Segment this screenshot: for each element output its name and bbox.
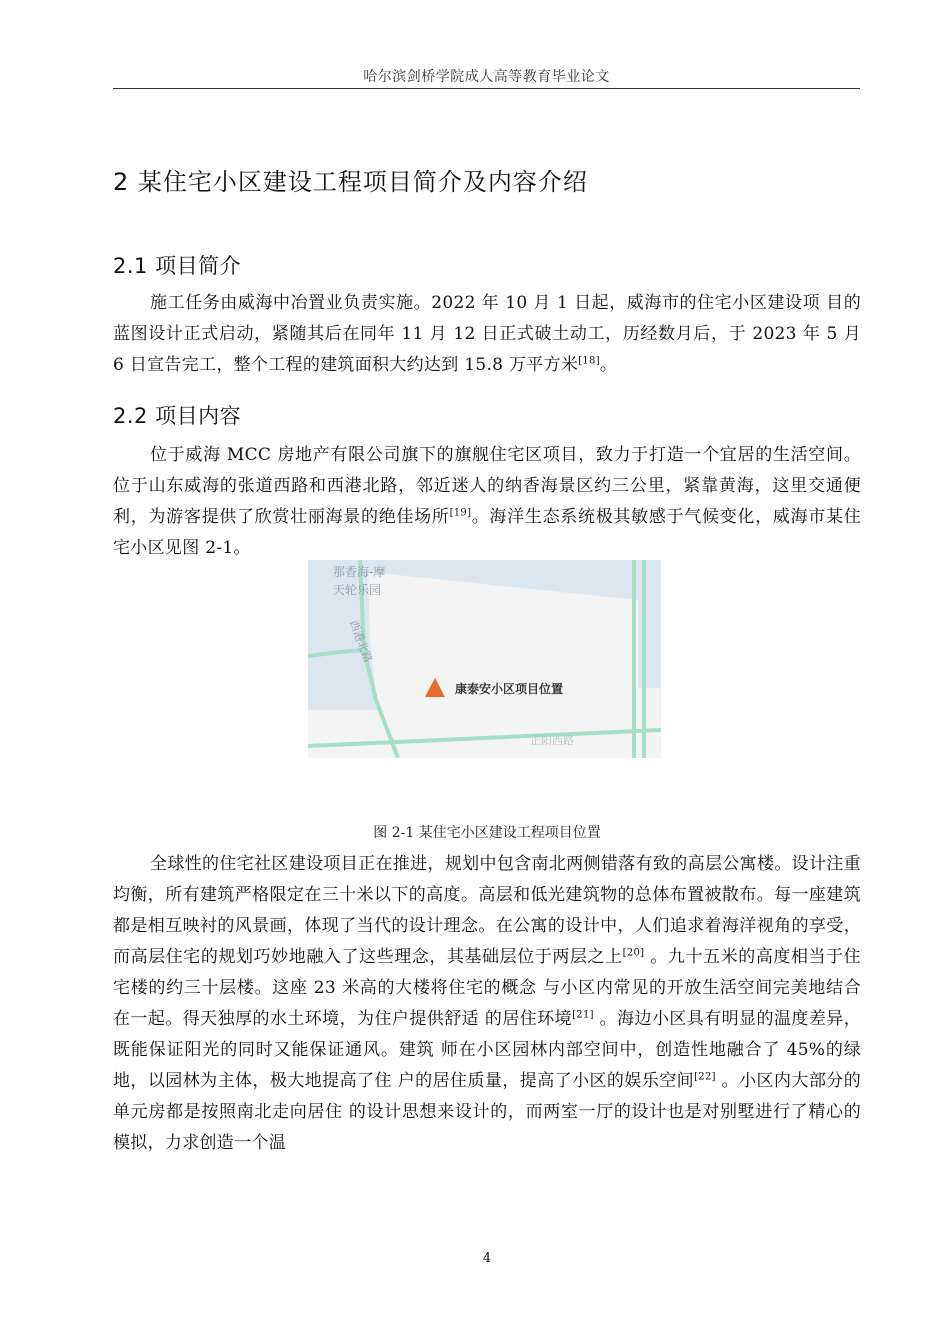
map-label-park-2: 天轮乐园: [333, 583, 382, 597]
header-divider: [113, 88, 860, 89]
running-header: 哈尔滨剑桥学院成人高等教育毕业论文: [363, 69, 610, 85]
paragraph-tail: 。海洋生态系统极其敏感于气候变化，威海市某住宅小区见图 2-1。: [113, 507, 861, 558]
paragraph-text: 位于威海 MCC 房地产有限公司旗下的旗舰住宅区项目，致力于打造一个宜居的生活空间。位于山东威海的张道西路和西港北路，邻近迷人的纳香海景区约三公里，紧靠黄海，这里交通便利，为游客提供了欣赏壮丽海景的绝佳场所: [113, 445, 861, 527]
citation-ref: [21]: [572, 1009, 594, 1021]
map-label-project: 康泰安小区项目位置: [455, 682, 564, 696]
section-2-1-paragraph: [113, 288, 861, 381]
paragraph-segment: 。小区内大部分的单元房都是按照南北走向居住 的设计思想来设计的，而两室一厅的设计也是对别墅进行了精心的模拟，力求创造一个温: [113, 1071, 861, 1153]
section-2-2-paragraph: [113, 440, 861, 564]
paragraph-tail: 。: [599, 355, 618, 375]
paragraph-segment: 。九十五米的高度相当于住宅楼的约三十层楼。这座 23 米高的大楼将住宅的概念 与小区内常见的开放生活空间完美地结合在一起。得天独厚的水土环境，为住户提供舒适 的居住环境: [113, 947, 861, 1029]
citation-ref: [22]: [694, 1071, 716, 1083]
figure-caption: 图 2-1 某住宅小区建设工程项目位置: [373, 825, 601, 841]
paragraph-segment: 全球性的住宅社区建设项目正在推进，规划中包含南北两侧错落有致的高层公寓楼。设计注重均衡，所有建筑严格限定在三十米以下的高度。高层和低光建筑物的总体布置被散布。每一座建筑都是相互映衬的风景画，体现了当代的设计理念。在公寓的设计中，人们追求着海洋视角的享受，而高层住宅的规划巧妙地融入了这些理念，其基础层位于两层之上: [113, 854, 861, 967]
paragraph-segment: 。海边小区具有明显的温度差异，既能保证阳光的同时又能保证通风。建筑 师在小区园林内部空间中，创造性地融合了 45%的绿地，以园林为主体，极大地提高了住 户的居住质量，提高了小区的娱乐空间: [113, 1009, 861, 1091]
section-heading-2-1: 2.1 项目简介: [113, 254, 242, 278]
map-label-south-road: 正阳西路: [530, 734, 574, 747]
chapter-heading: 2 某住宅小区建设工程项目简介及内容介绍: [113, 168, 588, 196]
location-map-figure: [308, 560, 661, 758]
section-heading-2-2: 2.2 项目内容: [113, 404, 242, 428]
citation-ref: [19]: [449, 507, 472, 519]
page-number: 4: [482, 1251, 492, 1266]
citation-ref: [20]: [622, 947, 645, 959]
body-paragraph: [113, 849, 861, 1159]
map-label-park-1: 那香海-摩: [333, 565, 386, 579]
paragraph-text: 施工任务由威海中冶置业负责实施。2022 年 10 月 1 日起，威海市的住宅小区建设项 目的蓝图设计正式启动，紧随其后在同年 11 月 12 日正式破土动工，历经数月后，于 2023 年 5 月 6 日宣告完工，整个工程的建筑面积大约达到 15.8 万平方米: [113, 293, 861, 375]
citation-ref: [18]: [578, 355, 600, 367]
location-map: [308, 560, 661, 758]
map-label-west-road: 西港北路: [347, 618, 375, 665]
